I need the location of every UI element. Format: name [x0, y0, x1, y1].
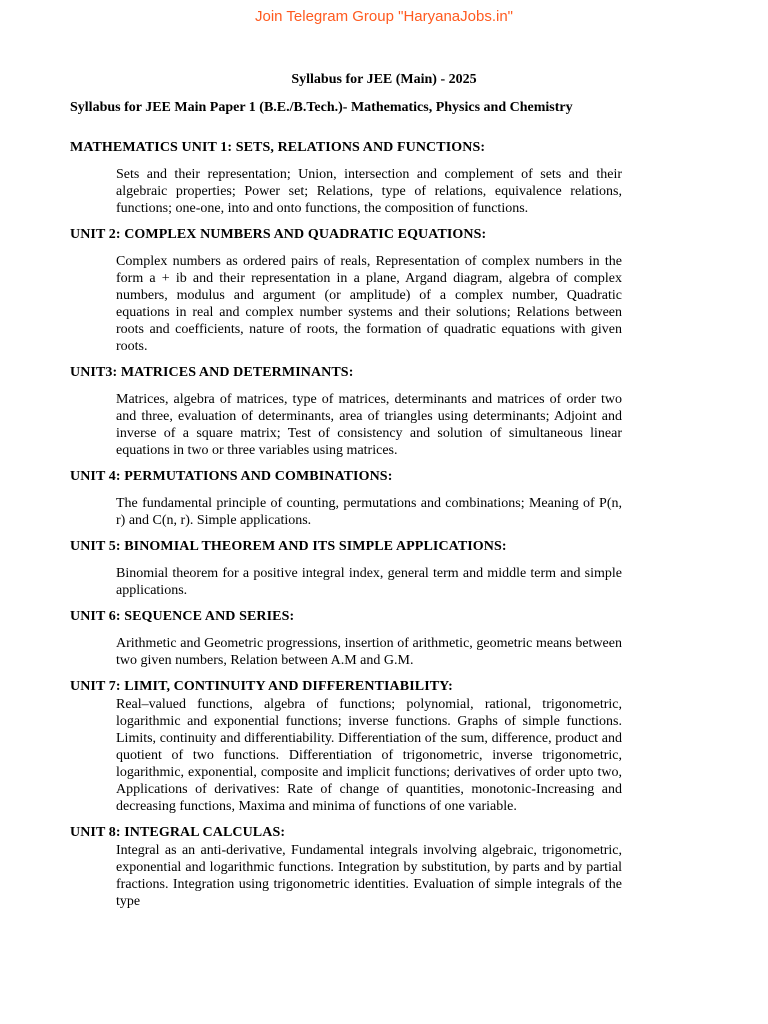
unit-body: Integral as an anti-derivative, Fundamental integrals involving algebraic, trigonometric, exponential and logarithmic functions. Integration by substitution, by parts and by partial fractions. Integration using trigonometric identities. Evaluation of simple integrals of the type — [116, 843, 622, 909]
unit-section-7 — [70, 678, 622, 815]
unit-heading: UNIT 4: PERMUTATIONS AND COMBINATIONS: — [70, 469, 393, 484]
unit-section-6 — [70, 608, 622, 669]
unit-section-8 — [70, 824, 622, 910]
unit-heading: UNIT 8: INTEGRAL CALCULAS: — [70, 825, 286, 840]
unit-heading: MATHEMATICS UNIT 1: SETS, RELATIONS AND FUNCTIONS: — [70, 140, 486, 155]
unit-body: Matrices, algebra of matrices, type of matrices, determinants and matrices of order two and three, evaluation of determinants, area of triangles using determinants; Adjoint and inverse of a square matrix; Test of consistency and solution of simultaneous linear equations in two or three variables using matrices. — [116, 392, 622, 458]
unit-body: Complex numbers as ordered pairs of reals, Representation of complex numbers in the form a + ib and their representation in a plane, Argand diagram, algebra of complex numbers, modulus and argument (or amplitude) of a complex number, Quadratic equations in real and complex number systems and their solutions; Relations between roots and coefficients, nature of roots, the formation of quadratic equations with given roots. — [116, 254, 622, 354]
unit-body: Arithmetic and Geometric progressions, insertion of arithmetic, geometric means between two given numbers, Relation between A.M and G.M. — [116, 636, 622, 668]
syllabus-content — [70, 139, 622, 919]
unit-body: Sets and their representation; Union, intersection and complement of sets and their algebraic properties; Power set; Relations, type of relations, equivalence relations, functions; one-one, into and onto functions, the composition of functions. — [116, 167, 622, 216]
unit-section-5 — [70, 538, 622, 599]
unit-heading: UNIT3: MATRICES AND DETERMINANTS: — [70, 365, 354, 380]
page-title: Syllabus for JEE (Main) - 2025 — [291, 72, 477, 87]
unit-heading: UNIT 6: SEQUENCE AND SERIES: — [70, 609, 295, 624]
unit-body: The fundamental principle of counting, permutations and combinations; Meaning of P(n, r) and C(n, r). Simple applications. — [116, 496, 622, 528]
unit-body: Real–valued functions, algebra of functions; polynomial, rational, trigonometric, logarithmic and exponential functions; inverse functions. Graphs of simple functions. Limits, continuity and differentiability. Differentiation of the sum, difference, product and quotient of two functions. Differentiation of trigonometric, inverse trigonometric, logarithmic, exponential, composite and implicit functions; derivatives of order upto two, Applications of derivatives: Rate of change of quantities, monotonic-Increasing and decreasing functions, Maxima and minima of functions of one variable. — [116, 697, 622, 814]
telegram-banner[interactable]: Join Telegram Group "HaryanaJobs.in" — [254, 8, 513, 25]
page-subtitle: Syllabus for JEE Main Paper 1 (B.E./B.Tech.)- Mathematics, Physics and Chemistry — [70, 100, 573, 115]
unit-section-2 — [70, 226, 622, 355]
unit-section-1 — [70, 139, 622, 217]
unit-heading: UNIT 5: BINOMIAL THEOREM AND ITS SIMPLE APPLICATIONS: — [70, 539, 507, 554]
unit-section-3 — [70, 364, 622, 459]
unit-section-4 — [70, 468, 622, 529]
unit-body: Binomial theorem for a positive integral index, general term and middle term and simple applications. — [116, 566, 622, 598]
unit-heading: UNIT 7: LIMIT, CONTINUITY AND DIFFERENTIABILITY: — [70, 679, 453, 694]
unit-heading: UNIT 2: COMPLEX NUMBERS AND QUADRATIC EQUATIONS: — [70, 227, 487, 242]
